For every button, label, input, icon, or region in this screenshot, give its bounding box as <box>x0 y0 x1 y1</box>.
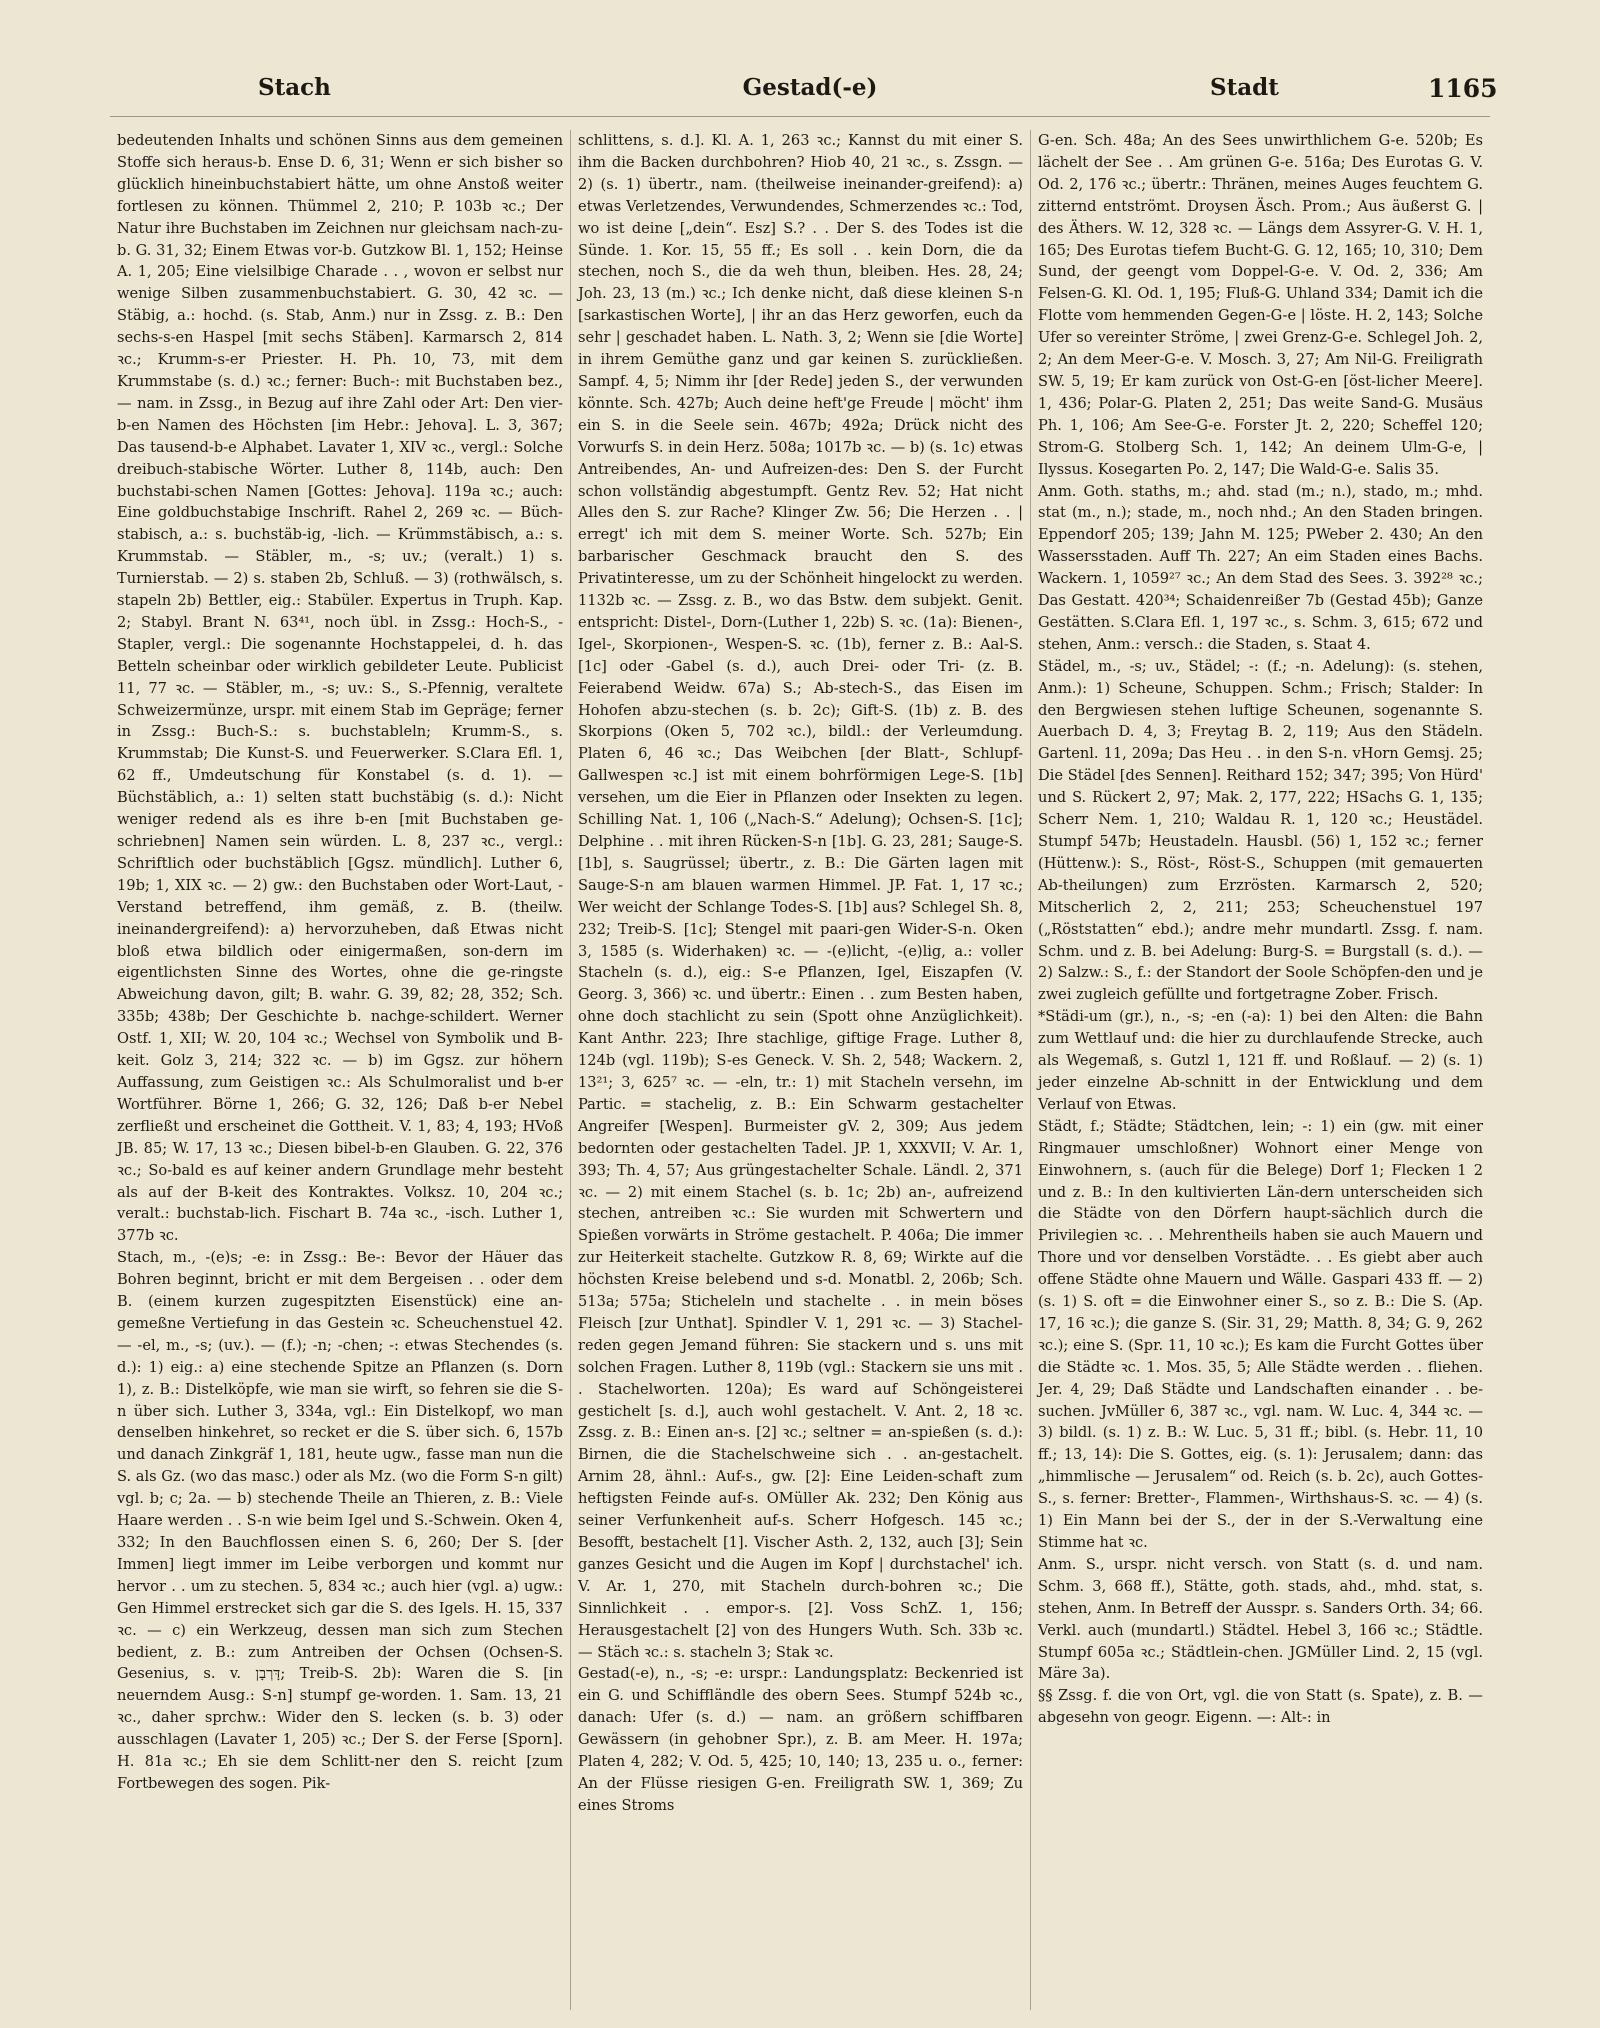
entry-block: §§ Zssg. f. die von Ort, vgl. die von Statt (s. Spate), z. B. — abgesehn von geogr. Eigenn. —: Alt-: in <box>1038 1687 1483 1727</box>
entry-block: Gestad(-e), n., -s; -e: urspr.: Landungsplatz: Beckenried ist ein G. und Schiffländle des obern Sees. Stumpf 524b ꝛc., danach: Ufer (s. d.) — nam. an größern schiffbaren Gewässern (in gehobner Spr.), z. B. am Meer. H. 197a; Platen 4, 282; V. Od. 5, 425; 10, 140; 13, 235 u. o., ferner: An der Flüsse riesigen G-en. Freiligrath SW. 1, 369; Zu eines Stroms <box>578 1665 1023 1814</box>
header-right-catchword: Stadt <box>1210 74 1279 101</box>
entry-block: bedeutenden Inhalts und schönen Sinns aus dem gemeinen Stoffe sich heraus-b. Ense D. 6, 31; Wenn er sich bisher so glücklich hineinbuchstabiert hätte, um ohne Anstoß weiter fortlesen zu können. Thümmel 2, 210; P. 103b ꝛc.; Der Natur ihre Buchstaben im Zeichnen nur gleichsam nach-zu-b. G. 31, 32; Einem Etwas vor-b. Gutzkow Bl. 1, 152; Heinse A. 1, 205; Eine vielsilbige Charade . . , wovon er selbst nur wenige Silben zusammenbuchstabiert. G. 30, 42 ꝛc. — Stäbig, a.: hochd. (s. Stab, Anm.) nur in Zssg. z. B.: Den sechs-s-en Haspel [mit sechs Stäben]. Karmarsch 2, 814 ꝛc.; Krumm-s-er Priester. H. Ph. 10, 73, mit dem Krummstabe (s. d.) ꝛc.; ferner: Buch-: mit Buchstaben bez., — nam. in Zssg., in Bezug auf ihre Zahl oder Art: Den vier-b-en Namen des Höchsten [im Hebr.: Jehova]. L. 3, 367; Das tausend-b-e Alphabet. Lavater 1, XIV ꝛc., vergl.: Solche dreibuch-stabische Wörter. Luther 8, 114b, auch: Den buchstabi-schen Namen [Gottes: Jehova]. 119a ꝛc.; auch: Eine goldbuchstabige Inschrift. Rahel 2, 269 ꝛc. — Büch-stabisch, a.: s. buchstäb-ig, -lich. — Krümmstäbisch, a.: s. Krummstab. — Stäbler, m., -s; uv.; (veralt.) 1) s. Turnierstab. — 2) s. staben 2b, Schluß. — 3) (rothwälsch, s. stapeln 2b) Bettler, eig.: Stabüler. Expertus in Truph. Kap. 2; Stabyl. Brant N. 63⁴¹, noch übl. in Zssg.: Hoch-S., -Stapler, vergl.: Die sogenannte Hochstappelei, d. h. das Betteln scheinbar oder wirklich gebildeter Leute. Publicist 11, 77 ꝛc. — Stäbler, m., -s; uv.: S., S.-Pfennig, veraltete Schweizermünze, urspr. mit einem Stab im Gepräge; ferner in Zssg.: Buch-S.: s. buchstableln; Krumm-S., s. Krummstab; Die Kunst-S. und Feuerwerker. S.Clara Efl. 1, 62 ff., Umdeutschung für Konstabel (s. d. 1). — Büchstäblich, a.: 1) selten statt buchstäbig (s. d.): Nicht weniger redend als es ihre b-en [mit Buchstaben ge-schriebnen] Namen sein würden. L. 8, 237 ꝛc., vergl.: Schriftlich oder buchstäblich [Ggsz. mündlich]. Luther 6, 19b; 1, XIX ꝛc. — 2) gw.: den Buchstaben oder Wort-Laut, -Verstand betreffend, ihm gemäß, z. B. (theilw. ineinandergreifend): a) hervorzuheben, daß Etwas nicht bloß etwa bildlich oder einigermaßen, son-dern im eigentlichsten Sinne des Wortes, ohne die ge-ringste Abweichung davon, gilt; B. wahr. G. 39, 82; 28, 352; Sch. 335b; 438b; Der Geschichte b. nachge-schildert. Werner Ostf. 1, XII; W. 20, 104 ꝛc.; Wechsel von Symbolik und B-keit. Golz 3, 214; 322 ꝛc. — b) im Ggsz. zur höhern Auffassung, zum Geistigen ꝛc.: Als Schulmoralist und b-er Wortführer. Börne 1, 266; G. 32, 126; Daß b-er Nebel zerfließt und erscheinet die Gottheit. V. 1, 83; 4, 193; HVoß JB. 85; W. 17, 13 ꝛc.; Diesen bibel-b-en Glauben. G. 22, 376 ꝛc.; So-bald es auf keiner andern Grundlage mehr besteht als auf der B-keit des Kontraktes. Volksz. 10, 204 ꝛc.; veralt.: buchstab-lich. Fischart B. 74a ꝛc., -isch. Luther 1, 377b ꝛc. <box>117 132 563 1245</box>
entry-block: Städel, m., -s; uv., Städel; -: (f.; -n. Adelung): (s. stehen, Anm.): 1) Scheune, Schuppen. Schm.; Frisch; Stalder: In den Bergwiesen stehen luftige Scheunen, sogenannte S. Auerbach D. 4, 3; Freytag B. 2, 119; Aus den Städeln. Gartenl. 11, 209a; Das Heu . . in den S-n. vHorn Gemsj. 25; Die Städel [des Sennen]. Reithard 152; 347; 395; Von Hürd' und S. Rückert 2, 97; Mak. 2, 177, 222; HSachs G. 1, 135; Scherr Nem. 1, 210; Waldau R. 1, 120 ꝛc.; Heustädel. Stumpf 547b; Heustadeln. Hausbl. (56) 1, 152 ꝛc.; ferner (Hüttenw.): S., Röst-, Röst-S., Schuppen (mit gemauerten Ab-theilungen) zum Erzrösten. Karmarsch 2, 520; Mitscherlich 2, 2, 211; 253; Scheuchenstuel 197 („Röststatten“ ebd.); andre mehr mundartl. Zssg. f. nam. Schm. und z. B. bei Adelung: Burg-S. = Burgstall (s. d.). — 2) Salzw.: S., f.: der Standort der Soole Schöpfen-den und je zwei zugleich gefüllte und fortgetragne Zober. Frisch. <box>1038 657 1483 1004</box>
entry-block: G-en. Sch. 48a; An des Sees unwirthlichem G-e. 520b; Es lächelt der See . . Am grünen G-e. 516a; Des Eurotas G. V. Od. 2, 176 ꝛc.; übertr.: Thränen, meines Auges feuchtem G. zitternd entströmt. Droysen Äsch. Prom.; Aus äußerst G. | des Äthers. W. 12, 328 ꝛc. — Längs dem Assyrer-G. V. H. 1, 165; Des Eurotas tiefem Bucht-G. G. 12, 165; 10, 310; Dem Sund, der geengt vom Doppel-G-e. V. Od. 2, 336; Am Felsen-G. Kl. Od. 1, 195; Fluß-G. Uhland 334; Damit ich die Flotte vom hemmenden Gegen-G-e | löste. H. 2, 143; Solche Ufer so vereinter Ströme, | zwei Grenz-G-e. Schlegel Joh. 2, 2; An dem Meer-G-e. V. Mosch. 3, 27; Am Nil-G. Freiligrath SW. 5, 19; Er kam zurück von Ost-G-en [öst-licher Meere]. 1, 436; Polar-G. Platen 2, 251; Das weite Sand-G. Musäus Ph. 1, 106; Am See-G-e. Forster Jt. 2, 220; Scheffel 120; Strom-G. Stolberg Sch. 1, 142; An deinem Ulm-G-e, | Ilyssus. Kosegarten Po. 2, 147; Die Wald-G-e. Salis 35. <box>1038 132 1483 478</box>
entry-block: Anm. Goth. staths, m.; ahd. stad (m.; n.), stado, m.; mhd. stat (m., n.); stade, m., noch nhd.; An den Staden bringen. Eppendorf 205; 139; Jahn M. 125; PWeber 2. 430; An den Wassersstaden. Auff Th. 227; An eim Staden eines Bachs. Wackern. 1, 1059²⁷ ꝛc.; An dem Stad des Sees. 3. 392²⁸ ꝛc.; Das Gestatt. 420³⁴; Schaidenreißer 7b (Gestad 45b); Ganze Gestätten. S.Clara Efl. 1, 197 ꝛc., s. Schm. 3, 615; 672 und stehen, Anm.: versch.: die Staden, s. Staat 4. <box>1038 482 1483 653</box>
header-left-catchword: Stach <box>258 74 331 101</box>
page-number: 1165 <box>1428 74 1498 103</box>
entry-block: Städt, f.; Städte; Städtchen, lein; -: 1) ein (gw. mit einer Ringmauer umschloßner) Wohnort einer Menge von Einwohnern, s. (auch für die Belege) Dorf 1; Flecken 1 2 und z. B.: In den kultivierten Län-dern unterscheiden sich die Städte von den Dörfern haupt-sächlich durch die Privilegien ꝛc. . . Mehrentheils haben sie auch Mauern und Thore und vor denselben Vorstädte. . . Es giebt aber auch offene Städte ohne Mauern und Wälle. Gaspari 433 ff. — 2) (s. 1) S. oft = die Einwohner einer S., so z. B.: Die S. (Ap. 17, 16 ꝛc.); die ganze S. (Sir. 31, 29; Matth. 8, 34; G. 9, 262 ꝛc.); eine S. (Spr. 11, 10 ꝛc.); Es kam die Furcht Gottes über die Städte ꝛc. 1. Mos. 35, 5; Alle Städte werden . . fliehen. Jer. 4, 29; Daß Städte und Landschaften einander . . be-suchen. JvMüller 6, 387 ꝛc., vgl. nam. W. Luc. 4, 344 ꝛc. — 3) bildl. (s. 1) z. B.: W. Luc. 5, 31 ff.; bibl. (s. Hebr. 11, 10 ff.; 13, 14): Die S. Gottes, eig. (s. 1): Jerusalem; dann: das „himmlische — Jerusalem“ od. Reich (s. b. 2c), auch Gottes-S., s. ferner: Bretter-, Flammen-, Wirthshaus-S. ꝛc. — 4) (s. 1) Ein Mann bei der S., der in der S.-Verwaltung eine Stimme hat ꝛc. <box>1038 1117 1483 1551</box>
column-middle <box>570 130 1030 2010</box>
header-rule <box>110 116 1490 117</box>
column-left <box>110 130 570 2010</box>
text-columns <box>110 130 1490 2010</box>
running-header <box>0 74 1600 114</box>
entry-block: Stach, m., -(e)s; -e: in Zssg.: Be-: Bevor der Häuer das Bohren beginnt, bricht er mit dem Bergeisen . . oder dem B. (einem kurzen zugespitzten Eisenstück) eine an-gemeßne Vertiefung in das Gestein ꝛc. Scheuchenstuel 42. — -el, m., -s; (uv.). — (f.); -n; -chen; -: etwas Stechendes (s. d.): 1) eig.: a) eine stechende Spitze an Pflanzen (s. Dorn 1), z. B.: Distelköpfe, wie man sie wirft, so fehren sie die S-n über sich. Luther 3, 334a, vgl.: Ein Distelkopf, wo man denselben hinkehret, so recket er die S. über sich. 6, 157b und danach Zinkgräf 1, 181, heute ugw., fasse man nun die S. als Gz. (wo das masc.) oder als Mz. (wo die Form S-n gilt) vgl. b; c; 2a. — b) stechende Theile an Thieren, z. B.: Viele Haare werden . . S-n wie beim Igel und S.-Schwein. Oken 4, 332; In den Bauchflossen einen S. 6, 260; Der S. [der Immen] liegt immer im Leibe verborgen und kommt nur hervor . . um zu stechen. 5, 834 ꝛc.; auch hier (vgl. a) ugw.: Gen Himmel erstrecket sich gar die S. des Igels. H. 15, 337 ꝛc. — c) ein Werkzeug, dessen man sich zum Stechen bedient, z. B.: zum Antreiben der Ochsen (Ochsen-S. Gesenius, s. v. דָּרְבָן; Treib-S. 2b): Waren die S. [in neuerndem Ausg.: S-n] stumpf ge-worden. 1. Sam. 13, 21 ꝛc., daher sprchw.: Wider den S. lecken (s. b. 3) oder ausschlagen (Lavater 1, 205) ꝛc.; Der S. der Ferse [Sporn]. H. 81a ꝛc.; Eh sie dem Schlitt-ner den S. reicht [zum Fortbewegen des sogen. Pik- <box>117 1249 563 1792</box>
column-right <box>1030 130 1490 2010</box>
header-center-catchword: Gestad(-e) <box>742 74 878 101</box>
entry-block: Anm. S., urspr. nicht versch. von Statt (s. d. und nam. Schm. 3, 668 ff.), Stätte, goth. stads, ahd., mhd. stat, s. stehen, Anm. In Betreff der Ausspr. s. Sanders Orth. 34; 66. Verkl. auch (mundartl.) Städtel. Hebel 3, 166 ꝛc.; Städtle. Stumpf 605a ꝛc.; Städtlein-chen. JGMüller Lind. 2, 15 (vgl. Märe 3a). <box>1038 1555 1483 1683</box>
entry-block: schlittens, s. d.]. Kl. A. 1, 263 ꝛc.; Kannst du mit einer S. ihm die Backen durchbohren? Hiob 40, 21 ꝛc., s. Zssgn. — 2) (s. 1) übertr., nam. (theilweise ineinander-greifend): a) etwas Verletzendes, Verwundendes, Schmerzendes ꝛc.: Tod, wo ist deine [„dein“. Esz] S.? . . Der S. des Todes ist die Sünde. 1. Kor. 15, 55 ff.; Es soll . . kein Dorn, die da stechen, noch S., die da weh thun, bleiben. Hes. 28, 24; Joh. 23, 13 (m.) ꝛc.; Ich denke nicht, daß diese kleinen S-n [sarkastischen Worte], | ihr an das Herz geworfen, euch da sehr | geschadet haben. L. Nath. 3, 2; Wenn sie [die Worte] in ihrem Gemüthe ganz und gar keinen S. zurückließen. Sampf. 4, 5; Nimm ihr [der Rede] jeden S., der verwunden könnte. Sch. 427b; Auch deine heft'ge Freude | möcht' ihm ein S. in die Seele sein. 467b; 492a; Drück nicht des Vorwurfs S. in dein Herz. 508a; 1017b ꝛc. — b) (s. 1c) etwas Antreibendes, An- und Aufreizen-des: Den S. der Furcht schon vollständig abgestumpft. Gentz Rev. 52; Hat nicht Alles den S. zur Rache? Klinger Zw. 56; Die Herzen . . | erregt' ich mit dem S. meiner Worte. Sch. 527b; Ein barbarischer Geschmack braucht den S. des Privatinteresse, um zu der Schönheit hingelockt zu werden. 1132b ꝛc. — Zssg. z. B., wo das Bstw. dem subjekt. Genit. entspricht: Distel-, Dorn-(Luther 1, 22b) S. ꝛc. (1a): Bienen-, Igel-, Skorpionen-, Wespen-S. ꝛc. (1b), ferner z. B.: Aal-S. [1c] oder -Gabel (s. d.), auch Drei- oder Tri- (z. B. Feierabend Weidw. 67a) S.; Ab-stech-S., das Eisen im Hohofen abzu-stechen (s. b. 2c); Gift-S. (1b) z. B. des Skorpions (Oken 5, 702 ꝛc.), bildl.: der Verleumdung. Platen 6, 46 ꝛc.; Das Weibchen [der Blatt-, Schlupf-Gallwespen ꝛc.] ist mit einem bohrförmigen Lege-S. [1b] versehen, um die Eier in Pflanzen oder Insekten zu legen. Schilling Nat. 1, 106 („Nach-S.“ Adelung); Ochsen-S. [1c]; Delphine . . mit ihren Rücken-S-n [1b]. G. 23, 281; Sauge-S. [1b], s. Saugrüssel; übertr., z. B.: Die Gärten lagen mit Sauge-S-n am blauen warmen Himmel. JP. Fat. 1, 17 ꝛc.; Wer weicht der Schlange Todes-S. [1b] aus? Schlegel Sh. 8, 232; Treib-S. [1c]; Stengel mit paari-gen Wider-S-n. Oken 3, 1585 (s. Widerhaken) ꝛc. — -(e)licht, -(e)lig, a.: voller Stacheln (s. d.), eig.: S-e Pflanzen, Igel, Eiszapfen (V. Georg. 3, 366) ꝛc. und übertr.: Einen . . zum Besten haben, ohne doch stachlicht zu sein (Spott ohne Anzüglichkeit). Kant Anthr. 223; Ihre stachlige, giftige Frage. Luther 8, 124b (vgl. 119b); S-es Geneck. V. Sh. 2, 548; Wackern. 2, 13²¹; 3, 625⁷ ꝛc. — -eln, tr.: 1) mit Stacheln versehn, im Partic. = stachelig, z. B.: Ein Schwarm gestachelter Angreifer [Wespen]. Burmeister gV. 2, 309; Aus jedem bedornten oder gestachelten Tadel. JP. 1, XXXVII; V. Ar. 1, 393; Th. 4, 57; Aus grüngestachelter Schale. Ländl. 2, 371 ꝛc. — 2) mit einem Stachel (s. b. 1c; 2b) an-, aufreizend stechen, antreiben ꝛc.: Sie wurden mit Schwertern und Spießen vorwärts in Ströme gestachelt. P. 406a; Die immer zur Heiterkeit stachelte. Gutzkow R. 8, 69; Wirkte auf die höchsten Kreise belebend und s-d. Monatbl. 2, 206b; Sch. 513a; 575a; Sticheleln und stachelte . . in mein böses Fleisch [zur Unthat]. Spindler V. 1, 291 ꝛc. — 3) Stachel-reden gegen Jemand führen: Sie stackern und s. uns mit solchen Fragen. Luther 8, 119b (vgl.: Stackern sie uns mit . . Stachelworten. 120a); Es ward auf Schöngeisterei gestichelt [s. d.], auch wohl gestachelt. V. Ant. 2, 18 ꝛc. Zssg. z. B.: Einen an-s. [2] ꝛc.; seltner = an-spießen (s. d.): Birnen, die die Stachelschweine sich . . an-gestachelt. Arnim 28, ähnl.: Auf-s., gw. [2]: Eine Leiden-schaft zum heftigsten Feinde auf-s. OMüller Ak. 232; Den König aus seiner Verfunkenheit auf-s. Scherr Hofgesch. 145 ꝛc.; Besofft, bestachelt [1]. Vischer Asth. 2, 132, auch [3]; Sein ganzes Gesicht und die Augen im Kopf | durchstachel' ich. V. Ar. 1, 270, mit Stacheln durch-bohren ꝛc.; Die Sinnlichkeit . . empor-s. [2]. Voss SchZ. 1, 156; Herausgestachelt [2] von des Hungers Wuth. Sch. 33b ꝛc. — Stäch ꝛc.: s. stacheln 3; Stak ꝛc. <box>578 132 1023 1661</box>
entry-block: *Städi-um (gr.), n., -s; -en (-a): 1) bei den Alten: die Bahn zum Wettlauf und: die hier zu durchlaufende Strecke, auch als Wegemaß, s. Gutzl 1, 121 ff. und Roßlauf. — 2) (s. 1) jeder einzelne Ab-schnitt in der Entwicklung und dem Verlauf von Etwas. <box>1038 1008 1483 1113</box>
